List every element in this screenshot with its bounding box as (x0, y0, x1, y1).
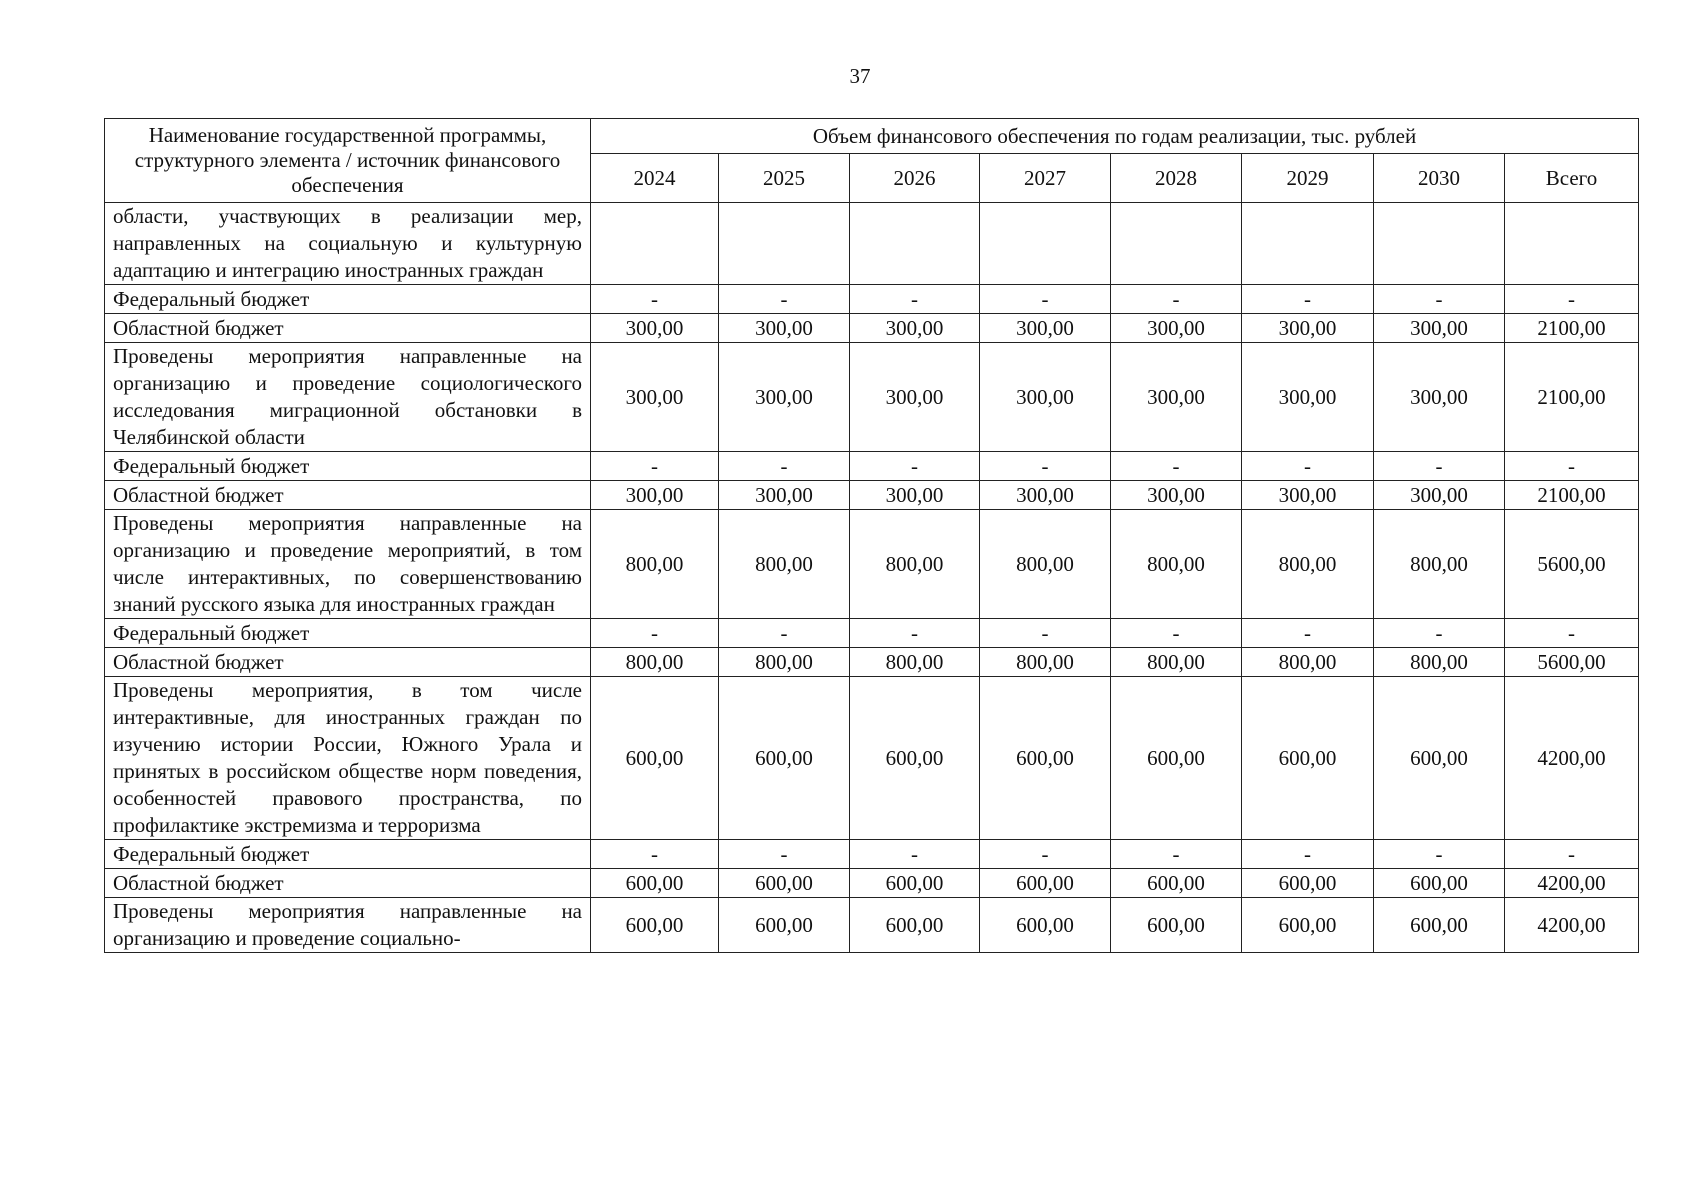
year-value-cell: 600,00 (1111, 898, 1242, 953)
year-value-cell: 300,00 (1111, 343, 1242, 452)
total-cell: 4200,00 (1505, 677, 1639, 840)
year-value-cell (1111, 203, 1242, 285)
year-value-cell: 300,00 (591, 343, 719, 452)
total-cell: 5600,00 (1505, 510, 1639, 619)
year-value-cell: 300,00 (980, 481, 1111, 510)
year-value-cell: - (719, 619, 850, 648)
measure-name: области, участвующих в реализации мер, направленных на социальную и культурную адаптацию и интеграцию иностранных граждан (105, 203, 591, 285)
year-value-cell: - (719, 285, 850, 314)
funding-source-name: Областной бюджет (105, 481, 591, 510)
year-value-cell: 300,00 (591, 314, 719, 343)
year-value-cell: 300,00 (1242, 481, 1374, 510)
year-value-cell: 600,00 (850, 677, 980, 840)
year-value-cell: - (850, 840, 980, 869)
year-value-cell: 600,00 (1242, 898, 1374, 953)
year-value-cell: 800,00 (1374, 510, 1505, 619)
year-value-cell: - (1374, 285, 1505, 314)
year-value-cell: - (1242, 619, 1374, 648)
year-value-cell: 800,00 (980, 510, 1111, 619)
total-cell: 2100,00 (1505, 343, 1639, 452)
year-value-cell: - (591, 452, 719, 481)
year-value-cell: 600,00 (1374, 677, 1505, 840)
header-year-2029: 2029 (1242, 154, 1374, 203)
page-number: 37 (849, 64, 871, 88)
funding-source-row (105, 840, 1639, 869)
measure-name: Проведены мероприятия, в том числе интерактивные, для иностранных граждан по изучению истории России, Южного Урала и принятых в российском обществе норм поведения, особенностей правового пространства, по профилактике экстремизма и терроризма (105, 677, 591, 840)
year-value-cell: 600,00 (719, 898, 850, 953)
year-value-cell: - (1111, 619, 1242, 648)
year-value-cell: 800,00 (980, 648, 1111, 677)
year-value-cell: 300,00 (1111, 481, 1242, 510)
year-value-cell: 600,00 (1111, 869, 1242, 898)
year-value-cell: 600,00 (591, 898, 719, 953)
year-value-cell (591, 203, 719, 285)
year-value-cell: 600,00 (850, 898, 980, 953)
year-value-cell: 600,00 (1374, 869, 1505, 898)
table-body (105, 203, 1639, 953)
measure-row (105, 343, 1639, 452)
funding-source-name: Областной бюджет (105, 648, 591, 677)
year-value-cell (1242, 203, 1374, 285)
year-value-cell (980, 203, 1111, 285)
year-value-cell: - (719, 452, 850, 481)
year-value-cell: 600,00 (1374, 898, 1505, 953)
year-value-cell (1374, 203, 1505, 285)
measure-row (105, 898, 1639, 953)
measure-row (105, 677, 1639, 840)
funding-source-row (105, 869, 1639, 898)
total-cell: 2100,00 (1505, 314, 1639, 343)
year-value-cell: 300,00 (1242, 343, 1374, 452)
year-value-cell: - (850, 619, 980, 648)
year-value-cell: 600,00 (591, 869, 719, 898)
total-cell: - (1505, 452, 1639, 481)
header-name-column: Наименование государственной программы, структурного элемента / источник финансового обеспечения (105, 119, 591, 203)
funding-source-name: Федеральный бюджет (105, 840, 591, 869)
year-value-cell: - (591, 840, 719, 869)
year-value-cell: 600,00 (1242, 869, 1374, 898)
header-year-2024: 2024 (591, 154, 719, 203)
year-value-cell: - (1242, 285, 1374, 314)
year-value-cell: 800,00 (1374, 648, 1505, 677)
year-value-cell: 600,00 (980, 677, 1111, 840)
year-value-cell: 600,00 (719, 677, 850, 840)
year-value-cell: - (980, 452, 1111, 481)
year-value-cell: - (591, 619, 719, 648)
header-total: Всего (1505, 154, 1639, 203)
year-value-cell: 300,00 (850, 314, 980, 343)
year-value-cell: 800,00 (850, 648, 980, 677)
total-cell: - (1505, 285, 1639, 314)
year-value-cell: - (1111, 452, 1242, 481)
measure-name: Проведены мероприятия направленные на организацию и проведение мероприятий, в том числе интерактивных, по совершенствованию знаний русского языка для иностранных граждан (105, 510, 591, 619)
total-cell (1505, 203, 1639, 285)
funding-source-name: Федеральный бюджет (105, 452, 591, 481)
funding-source-row (105, 648, 1639, 677)
year-value-cell: 800,00 (1242, 510, 1374, 619)
measure-name: Проведены мероприятия направленные на организацию и проведение социально- (105, 898, 591, 953)
funding-source-name: Федеральный бюджет (105, 285, 591, 314)
year-value-cell: - (980, 840, 1111, 869)
header-year-2027: 2027 (980, 154, 1111, 203)
year-value-cell: 800,00 (1242, 648, 1374, 677)
header-row-1 (105, 119, 1639, 154)
year-value-cell: 600,00 (1111, 677, 1242, 840)
total-cell: 2100,00 (1505, 481, 1639, 510)
measure-row (105, 510, 1639, 619)
funding-source-name: Федеральный бюджет (105, 619, 591, 648)
year-value-cell: 300,00 (980, 314, 1111, 343)
year-value-cell: 800,00 (1111, 648, 1242, 677)
total-cell: - (1505, 840, 1639, 869)
header-year-2026: 2026 (850, 154, 980, 203)
year-value-cell: 300,00 (850, 481, 980, 510)
year-value-cell: 800,00 (1111, 510, 1242, 619)
year-value-cell: 300,00 (1242, 314, 1374, 343)
year-value-cell: 600,00 (980, 869, 1111, 898)
year-value-cell: - (1242, 840, 1374, 869)
total-cell: 4200,00 (1505, 869, 1639, 898)
year-value-cell: 600,00 (1242, 677, 1374, 840)
year-value-cell: 300,00 (1374, 481, 1505, 510)
year-value-cell: 800,00 (591, 648, 719, 677)
year-value-cell: 300,00 (719, 343, 850, 452)
year-value-cell: 800,00 (719, 648, 850, 677)
funding-source-row (105, 452, 1639, 481)
year-value-cell: - (1111, 840, 1242, 869)
year-value-cell: 300,00 (719, 314, 850, 343)
year-value-cell: - (591, 285, 719, 314)
measure-name: Проведены мероприятия направленные на организацию и проведение социологического исследования миграционной обстановки в Челябинской области (105, 343, 591, 452)
year-value-cell: - (1374, 452, 1505, 481)
year-value-cell: 600,00 (850, 869, 980, 898)
funding-source-row (105, 314, 1639, 343)
total-cell: - (1505, 619, 1639, 648)
year-value-cell: 600,00 (591, 677, 719, 840)
year-value-cell (850, 203, 980, 285)
year-value-cell: - (1374, 619, 1505, 648)
budget-table (104, 118, 1639, 953)
year-value-cell: 300,00 (850, 343, 980, 452)
year-value-cell: 300,00 (719, 481, 850, 510)
year-value-cell: 800,00 (719, 510, 850, 619)
header-year-2025: 2025 (719, 154, 850, 203)
year-value-cell: - (850, 452, 980, 481)
year-value-cell: 300,00 (1374, 314, 1505, 343)
year-value-cell: - (850, 285, 980, 314)
header-group-title: Объем финансового обеспечения по годам реализации, тыс. рублей (591, 119, 1639, 154)
total-cell: 4200,00 (1505, 898, 1639, 953)
year-value-cell: 800,00 (591, 510, 719, 619)
header-year-2030: 2030 (1374, 154, 1505, 203)
year-value-cell: 800,00 (850, 510, 980, 619)
year-value-cell: 300,00 (1374, 343, 1505, 452)
year-value-cell (719, 203, 850, 285)
year-value-cell: - (1374, 840, 1505, 869)
year-value-cell: 600,00 (980, 898, 1111, 953)
total-cell: 5600,00 (1505, 648, 1639, 677)
year-value-cell: - (719, 840, 850, 869)
funding-source-row (105, 619, 1639, 648)
funding-source-name: Областной бюджет (105, 869, 591, 898)
measure-row (105, 203, 1639, 285)
year-value-cell: - (1111, 285, 1242, 314)
funding-source-row (105, 481, 1639, 510)
year-value-cell: 300,00 (1111, 314, 1242, 343)
year-value-cell: - (980, 285, 1111, 314)
year-value-cell: - (1242, 452, 1374, 481)
funding-source-row (105, 285, 1639, 314)
year-value-cell: - (980, 619, 1111, 648)
year-value-cell: 300,00 (591, 481, 719, 510)
header-year-2028: 2028 (1111, 154, 1242, 203)
year-value-cell: 600,00 (719, 869, 850, 898)
year-value-cell: 300,00 (980, 343, 1111, 452)
funding-source-name: Областной бюджет (105, 314, 591, 343)
